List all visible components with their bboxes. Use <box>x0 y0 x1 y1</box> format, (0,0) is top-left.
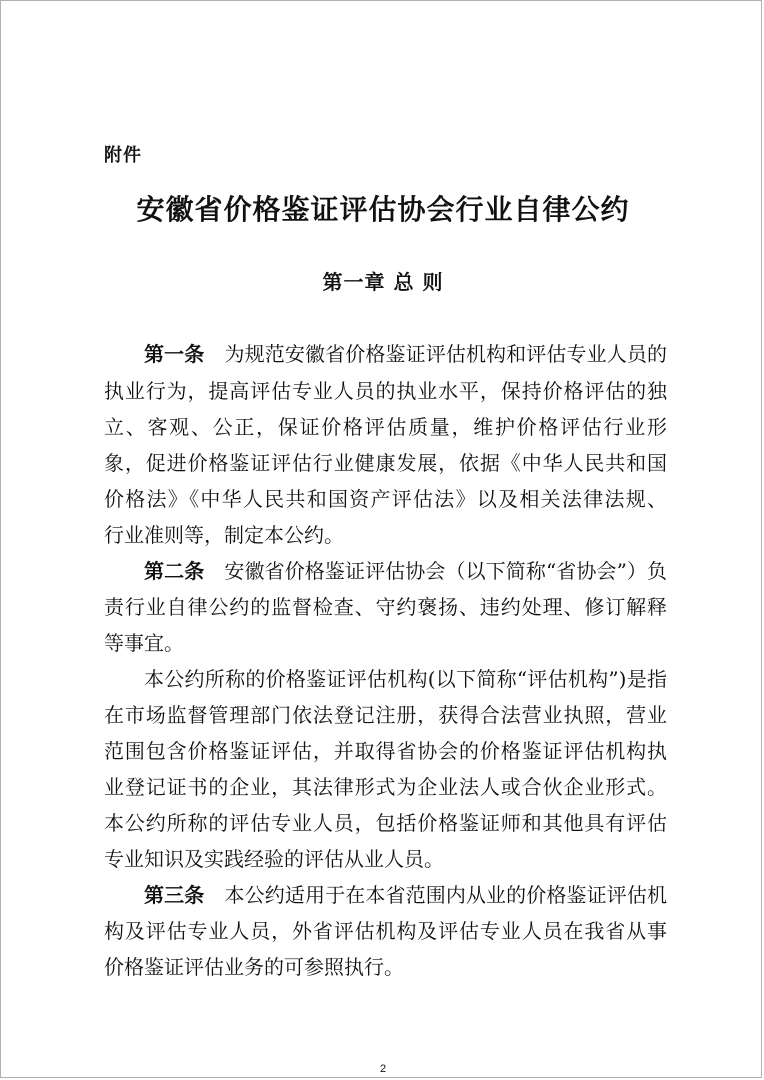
article1-line-5: 价格法》《中华人民共和国资产评估法》以及相关法律法规、 <box>104 487 667 511</box>
paragraph-line-1: 本公约所称的价格鉴证评估机构(以下简称“评估机构”)是指 <box>144 667 667 691</box>
paragraph-line-4: 业登记证书的企业，其法律形式为企业法人或合伙企业形式。 <box>104 775 667 799</box>
article2-line-2: 责行业自律公约的监督检查、守约褒扬、违约处理、修订解释 <box>104 595 667 619</box>
attachment-label: 附件 <box>104 145 142 166</box>
article3-label: 第三条 <box>144 883 205 907</box>
chapter-heading: 第一章 总 则 <box>322 270 444 294</box>
paragraph-line-3: 范围包含价格鉴证评估，并取得省协会的价格鉴证评估机构执 <box>104 739 667 763</box>
article3-line-2: 构及评估专业人员，外省评估机构及评估专业人员在我省从事 <box>104 919 667 943</box>
article1-line-3: 立、客观、公正，保证价格评估质量，维护价格评估行业形 <box>104 415 667 439</box>
article1-line-6: 行业准则等，制定本公约。 <box>104 523 344 547</box>
article3-line-1 <box>144 879 667 915</box>
paragraph-line-6: 专业知识及实践经验的评估从业人员。 <box>104 847 444 871</box>
article2-text-1: 安徽省价格鉴证评估协会（以下简称“省协会”）负 <box>224 559 668 583</box>
article1-line-1 <box>144 338 667 374</box>
paragraph-line-2: 在市场监督管理部门依法登记注册，获得合法营业执照，营业 <box>104 703 667 727</box>
article1-label: 第一条 <box>144 342 205 366</box>
paragraph-line-5: 本公约所称的评估专业人员，包括价格鉴证师和其他具有评估 <box>104 811 667 835</box>
page-number: 2 <box>379 1063 387 1075</box>
article2-line-3: 等事宜。 <box>104 631 184 655</box>
article1-text-1: 为规范安徽省价格鉴证评估机构和评估专业人员的 <box>224 342 668 366</box>
article1-line-4: 象，促进价格鉴证评估行业健康发展，依据《中华人民共和国 <box>104 451 667 475</box>
article1-line-2: 执业行为，提高评估专业人员的执业水平，保持价格评估的独 <box>104 379 667 403</box>
article2-label: 第二条 <box>144 559 205 583</box>
article2-line-1 <box>144 555 667 591</box>
document-title: 安徽省价格鉴证评估协会行业自律公约 <box>136 193 630 226</box>
article3-text-1: 本公约适用于在本省范围内从业的价格鉴证评估机 <box>224 883 668 907</box>
article3-line-3: 价格鉴证评估业务的可参照执行。 <box>104 955 404 979</box>
